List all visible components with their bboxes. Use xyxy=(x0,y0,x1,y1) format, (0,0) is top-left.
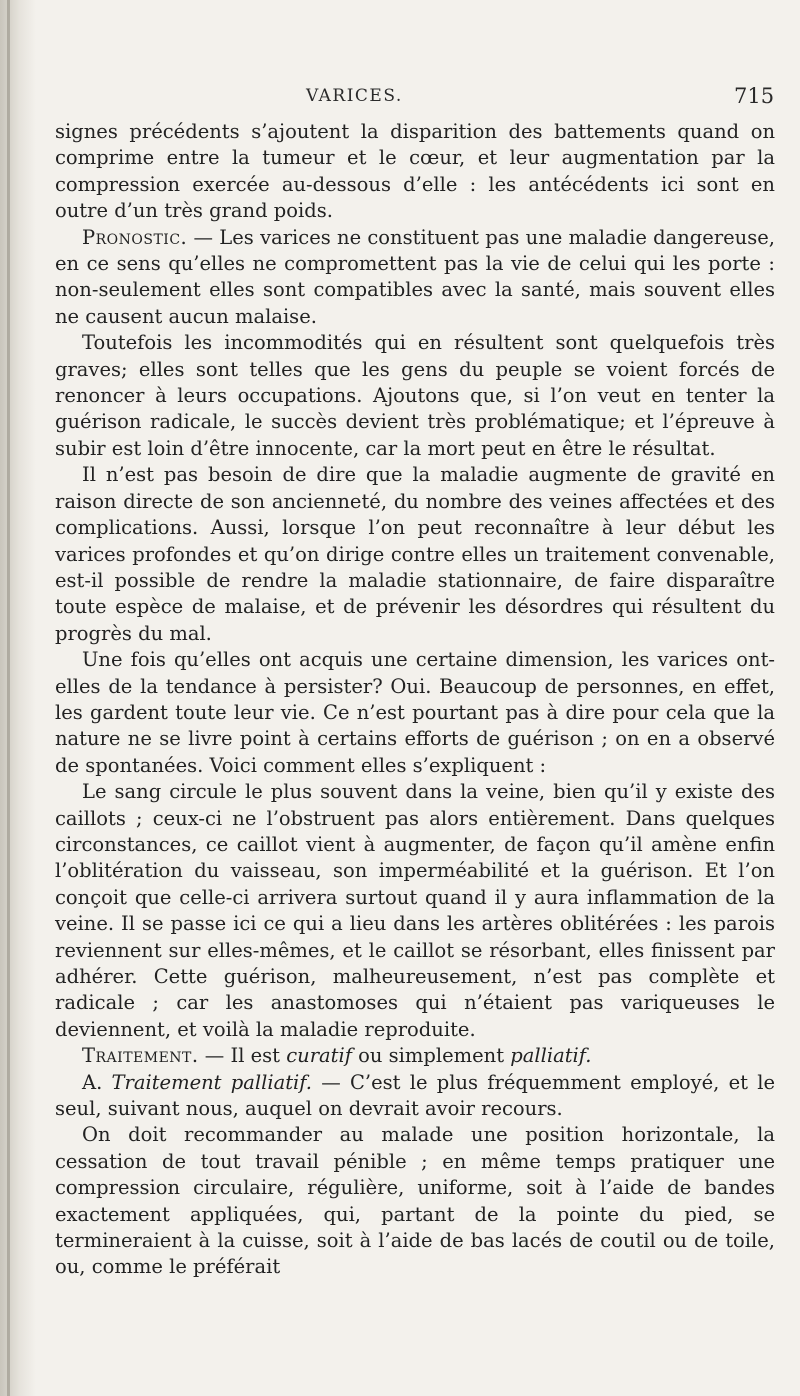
paragraph-9: On doit recommander au malade une position horizontale, la cessation de tout travail pénible ; en même temps pratiquer une compression circulaire, régulière, uniforme, soit à l’aide de bandes exactement appliquées, qui, partant de la pointe du pied, se termineraient à la cuisse, soit à l’aide de bas lacés de coutil ou de toile, ou, comme le préférait xyxy=(55,1123,775,1279)
paragraph-traitement-palliatif xyxy=(55,1070,775,1123)
traitement-text-a: — Il est xyxy=(198,1044,287,1068)
section-head-traitement: Traitement. xyxy=(82,1044,199,1068)
subsection-label: A. xyxy=(82,1070,112,1094)
page-binding-edge xyxy=(0,0,36,1396)
paragraph-3: Toutefois les incommodités qui en résultent sont quelquefois très graves; elles sont telles que les gens du peuple se voient forcés de renoncer à leurs occupations. Ajoutons que, si l’on veut en tenter la guérison radicale, le succès devient très problématique; et l’épreuve à subir est loin d’être innocente, car la mort peut en être le résultat. xyxy=(55,331,775,460)
page-header xyxy=(0,84,800,114)
term-curatif: curatif xyxy=(286,1044,352,1068)
traitement-text-b: ou simplement xyxy=(351,1044,511,1068)
subsection-text: — C’est le plus fréquemment employé, et le seul, suivant nous, auquel on devrait avoir recours. xyxy=(55,1070,775,1121)
paragraph-4: Il n’est pas besoin de dire que la maladie augmente de gravité en raison directe de son ancienneté, du nombre des veines affectées et des complications. Aussi, lorsque l’on peut reconnaître à leur début les varices profondes et qu’on dirige contre elles un traitement convenable, est-il possible de rendre la maladie stationnaire, de faire disparaître toute espèce de malaise, et de prévenir les désordres qui résultent du progrès du mal. xyxy=(55,463,775,645)
section-head-pronostic: Pronostic. xyxy=(82,225,188,249)
paragraph-1: signes précédents s’ajoutent la disparition des battements quand on comprime entre la tumeur et le cœur, et leur augmentation par la compression exercée au-dessous d’elle : les antécédents ici sont en outre d’un très grand poids. xyxy=(55,120,775,223)
binding-shadow-line xyxy=(7,0,10,1396)
paragraph-traitement xyxy=(55,1043,775,1069)
running-head: VARICES. xyxy=(306,86,403,106)
subsection-title: Traitement palliatif. xyxy=(111,1070,313,1094)
paragraph-pronostic-text: — Les varices ne constituent pas une maladie dangereuse, en ce sens qu’elles ne compromettent pas la vie de celui qui les porte : non-seulement elles sont compatibles avec la santé, mais souvent elles ne causent aucun malaise. xyxy=(55,225,775,328)
term-palliatif: palliatif. xyxy=(510,1044,592,1068)
paragraph-5: Une fois qu’elles ont acquis une certaine dimension, les varices ont-elles de la tendance à persister? Oui. Beaucoup de personnes, en effet, les gardent toute leur vie. Ce n’est pourtant pas à dire pour cela que la nature ne se livre point à certains efforts de guérison ; on en a observé de spontanées. Voici comment elles s’expliquent : xyxy=(55,648,775,777)
paragraph-6: Le sang circule le plus souvent dans la veine, bien qu’il y existe des caillots ; ceux-ci ne l’obstruent pas alors entièrement. Dans quelques circonstances, ce caillot vient à augmenter, de façon qu’il amène enfin l’oblitération du vaisseau, son imperméabilité et la guérison. Et l’on conçoit que celle-ci arrivera surtout quand il y aura inflammation de la veine. Il se passe ici ce qui a lieu dans les artères oblitérées : les parois reviennent sur elles-mêmes, et le caillot se résorbant, elles finissent par adhérer. Cette guérison, malheureusement, n’est pas complète et radicale ; car les anastomoses qui n’étaient pas variqueuses le deviennent, et voilà la maladie reproduite. xyxy=(55,780,775,1041)
paragraph-pronostic xyxy=(55,225,775,331)
body-text xyxy=(55,119,775,1281)
page-number: 715 xyxy=(734,84,775,108)
